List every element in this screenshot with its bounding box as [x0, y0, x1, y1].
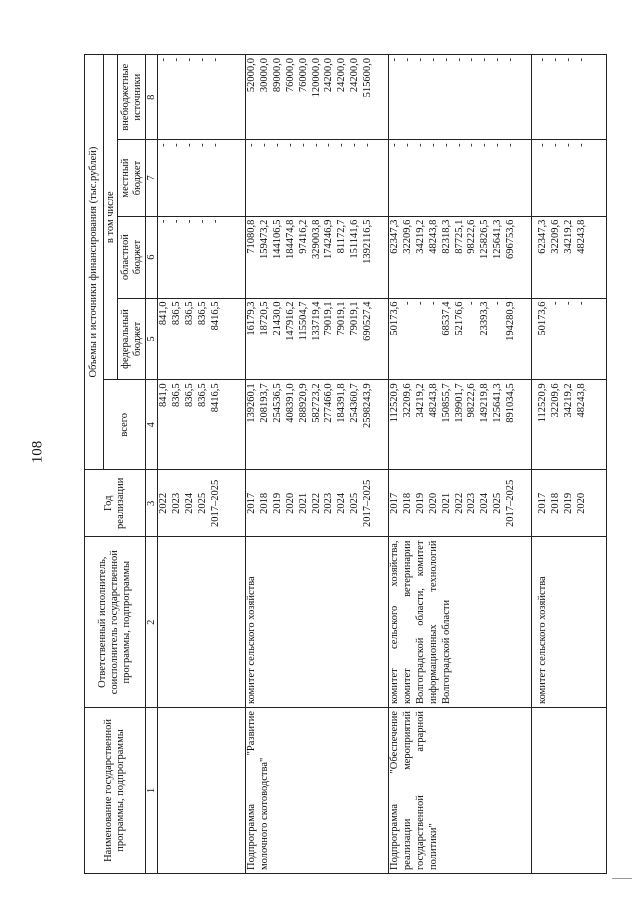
years-cell: 2017 2018 2019 2020: [532, 470, 607, 537]
header-federal: федеральный бюджет: [118, 298, 146, 380]
extra-cell: 52000,0 30000,0 89000,0 76000,0 76000,0 120000,0 24200,0 24200,0 24200,0 515600,0: [246, 55, 389, 140]
column-number: 6: [146, 216, 158, 298]
federal-cell: 50173,6 - - - 68537,4 52176,6 - 23393,3 - 194280,9: [389, 298, 532, 380]
header-executor: Ответственный исполнитель, соисполнитель государственной программы, подпрограммы: [85, 537, 146, 708]
local-cell: - - - - -: [158, 140, 246, 216]
extra-cell: - - - - - - - - - -: [389, 55, 532, 140]
header-program-name: Наименование государственной программы, подпрограммы: [85, 707, 146, 873]
column-number: 7: [146, 140, 158, 216]
total-cell: 841,0 836,5 836,5 836,5 8416,5: [158, 380, 246, 470]
federal-cell: 16179,3 18720,5 21430,0 147916,2 115504,7 133719,4 79019,1 79019,1 79019,1 690527,4: [246, 298, 389, 380]
column-number: 3: [146, 470, 158, 537]
federal-cell: 841,0 836,5 836,5 836,5 8416,5: [158, 298, 246, 380]
header-funding: Объемы и источники финансирования (тыс.рублей): [85, 55, 104, 470]
local-cell: - - - - - - - - - -: [246, 140, 389, 216]
federal-cell: 50173,6 - - -: [532, 298, 607, 380]
program-name-cell: [532, 707, 607, 873]
header-regional: областной бюджет: [118, 216, 146, 298]
years-cell: 2017 2018 2019 2020 2021 2022 2023 2024 2025 2017–2025: [389, 470, 532, 537]
total-cell: 112520,9 32209,6 34219,2 48243,8 150855,7 139901,7 98222,6 149219,8 125641,3 891034,5: [389, 380, 532, 470]
executor-cell: комитет сельского хозяйства: [246, 537, 389, 708]
column-number: 2: [146, 537, 158, 708]
column-numbers-row: [146, 55, 158, 874]
local-cell: - - - -: [532, 140, 607, 216]
extra-cell: - - - -: [532, 55, 607, 140]
program-name-cell: Подпрограмма "Обеспечение реализации мероприятий государственной аграрной политики": [389, 707, 532, 873]
program-name-cell: Подпрограмма "Развитие молочного скотоводства": [246, 707, 389, 873]
table-row: [246, 55, 389, 874]
regional-cell: 71080,8 159473,2 144106,5 184474,8 97416,2 329003,8 174246,9 81172,7 151141,6 1392116,5: [246, 216, 389, 298]
header-total: всего: [104, 380, 146, 470]
column-number: 4: [146, 380, 158, 470]
page-number: 108: [29, 440, 46, 464]
total-cell: 112520,9 32209,6 34219,2 48243,8: [532, 380, 607, 470]
executor-cell: [158, 537, 246, 708]
header-year: Год реализации: [85, 470, 146, 537]
executor-cell: комитет сельского хозяйства, комитет ветеринарии Волгоградской области, комитет информационных технологий Волгоградской области: [389, 537, 532, 708]
header-extra: внебюджетные источники: [118, 55, 146, 140]
rotated-page: [84, 54, 624, 874]
header-local: местный бюджет: [118, 140, 146, 216]
program-name-cell: [158, 707, 246, 873]
table-row: [389, 55, 532, 874]
executor-cell: комитет сельского хозяйства: [532, 537, 607, 708]
regional-cell: - - - - -: [158, 216, 246, 298]
header-including: в том числе: [104, 55, 118, 380]
regional-cell: 62347,3 32209,6 34219,2 48243,8 82318,3 87725,1 98222,6 125826,5 125641,3 696753,6: [389, 216, 532, 298]
total-cell: 139260,1 208193,7 254536,5 408391,0 288920,9 582723,2 277466,0 184391,8 254360,7 2598243,9: [246, 380, 389, 470]
years-cell: 2017 2018 2019 2020 2021 2022 2023 2024 2025 2017–2025: [246, 470, 389, 537]
table-row: [158, 55, 246, 874]
scan-edge-mark: [612, 878, 632, 879]
years-cell: 2022 2023 2024 2025 2017–2025: [158, 470, 246, 537]
column-number: 1: [146, 707, 158, 873]
funding-table: [84, 54, 607, 874]
table-row: [532, 55, 607, 874]
extra-cell: - - - - -: [158, 55, 246, 140]
column-number: 8: [146, 55, 158, 140]
regional-cell: 62347,3 32209,6 34219,2 48243,8: [532, 216, 607, 298]
column-number: 5: [146, 298, 158, 380]
local-cell: - - - - - - - - - -: [389, 140, 532, 216]
